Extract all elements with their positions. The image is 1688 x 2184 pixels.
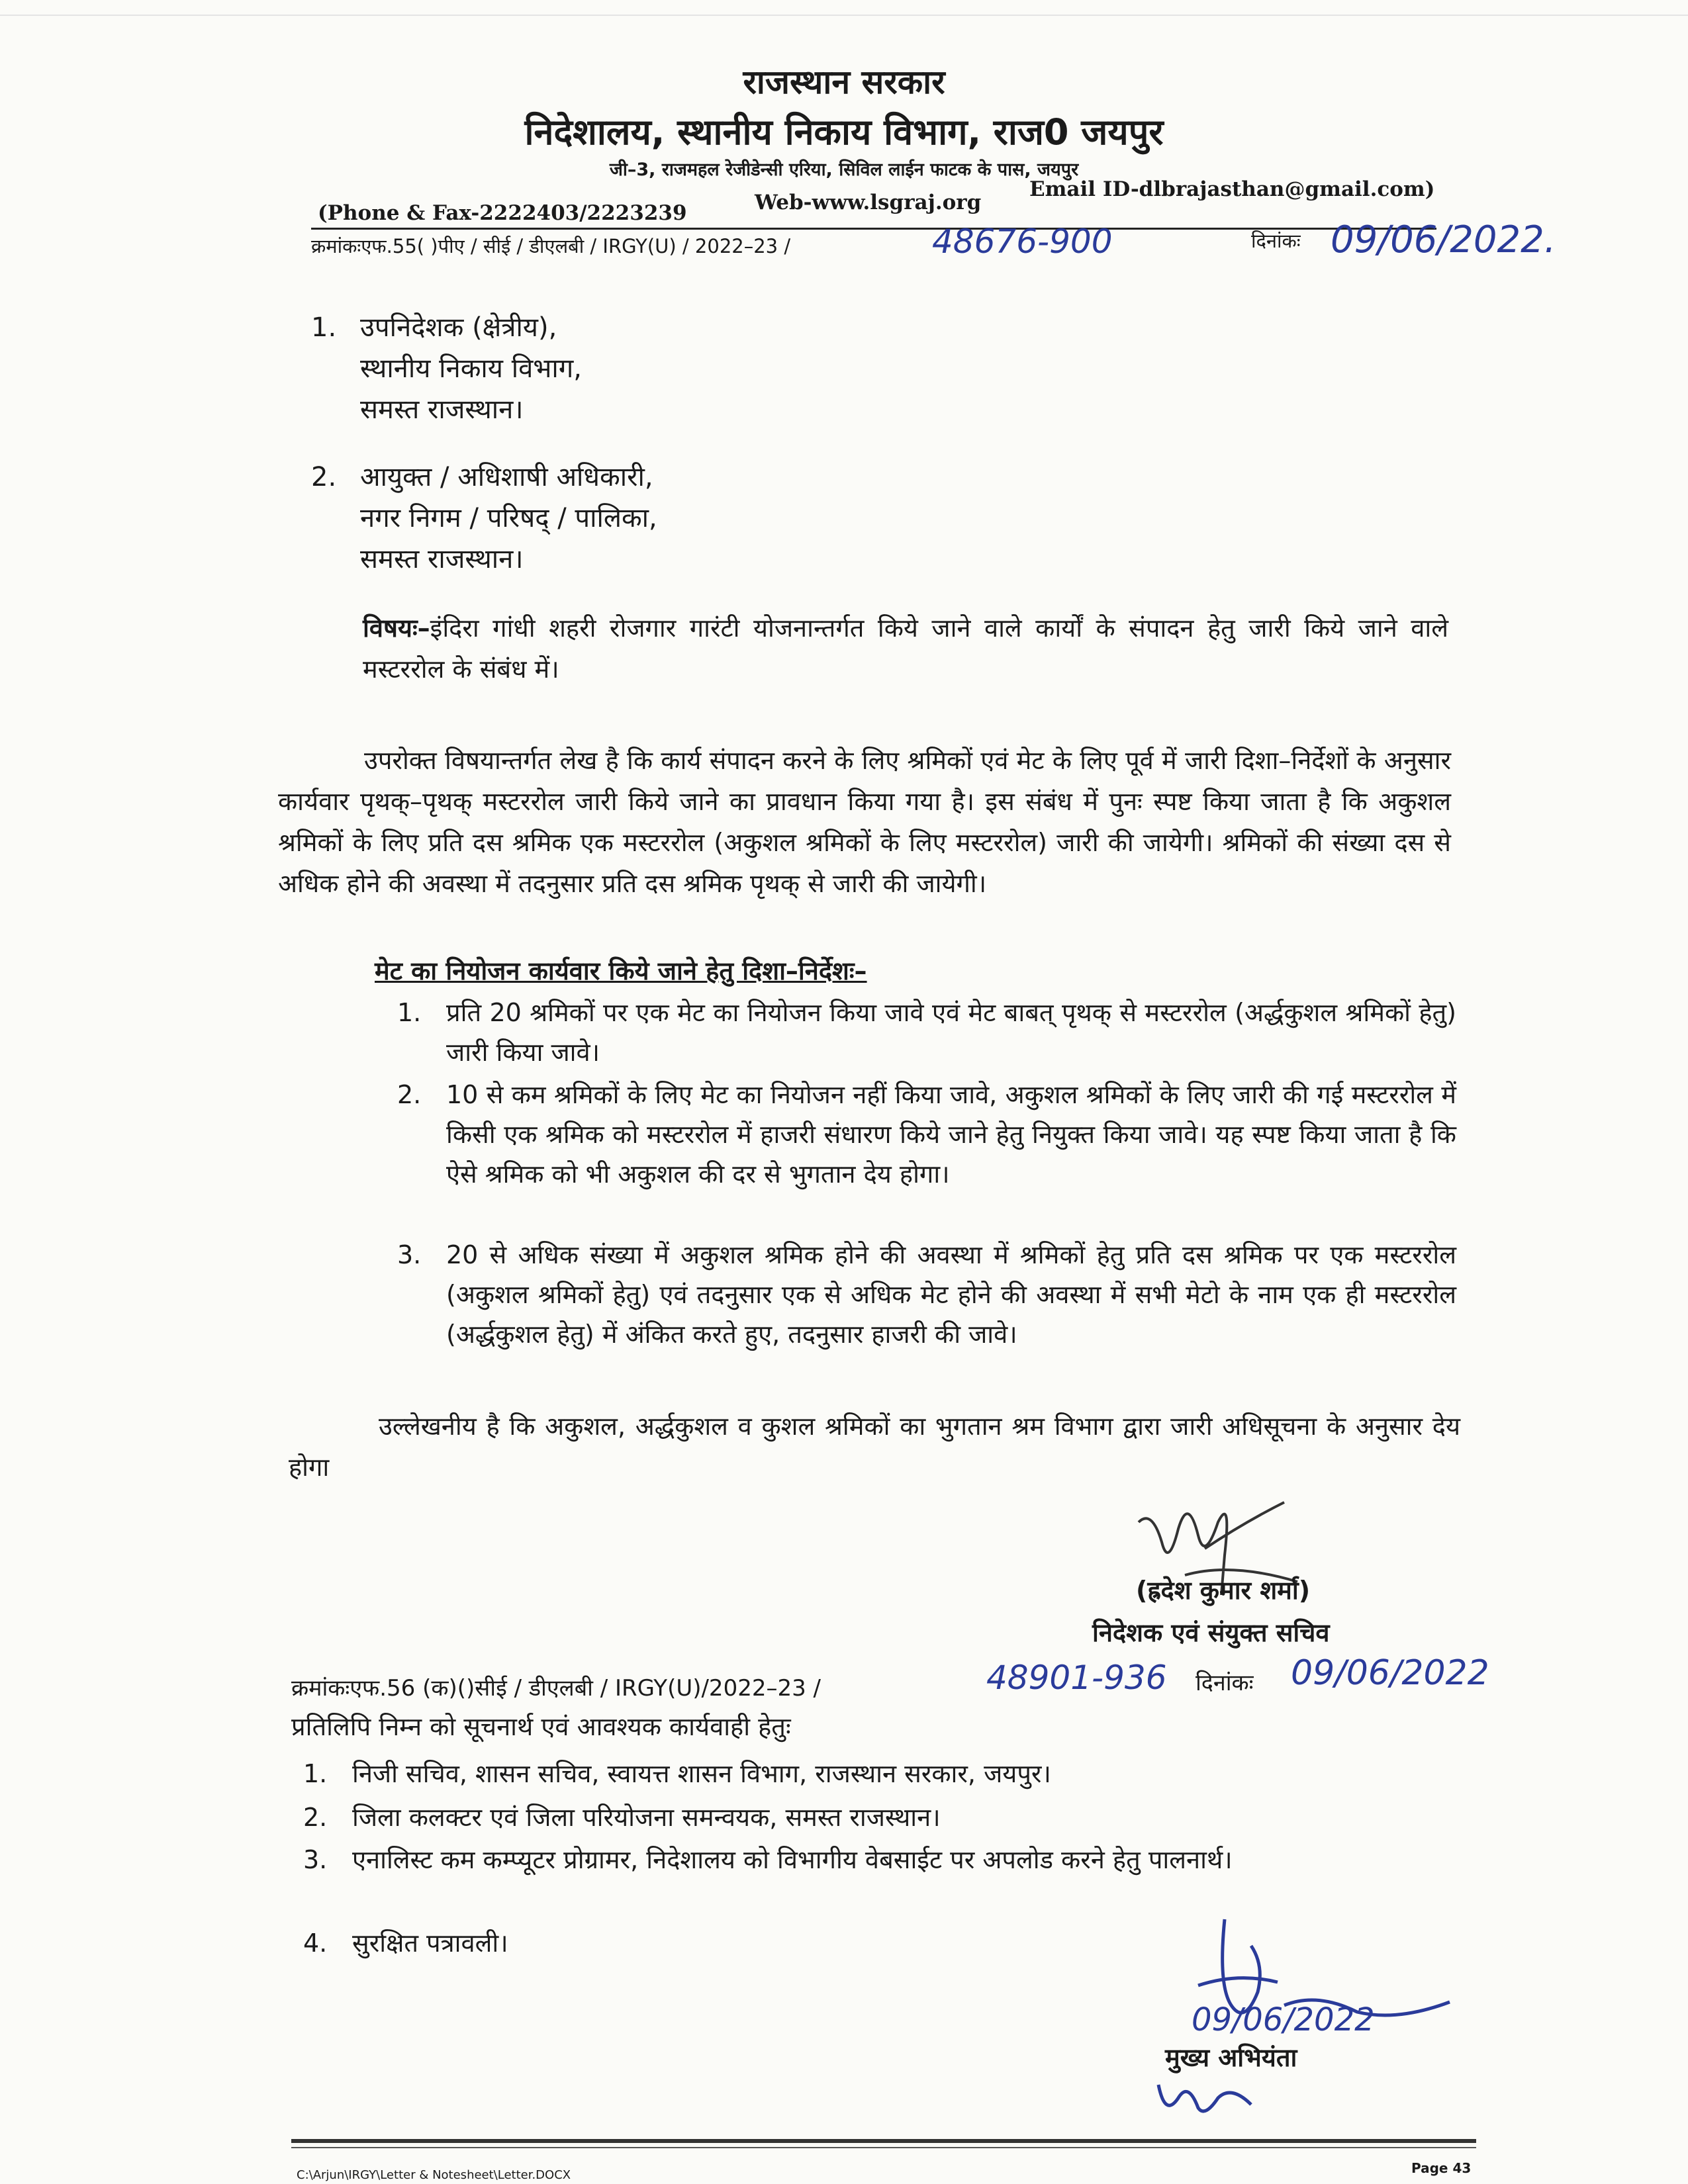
ref1-date: 09/06/2022. [1331,218,1556,261]
ref1-date-label: दिनांकः [1251,230,1301,252]
ref1-number: 48676-900 [932,222,1113,261]
paragraph-2: उल्लेखनीय है कि अकुशल, अर्द्धकुशल व कुशल श्रमिकों का भुगतान श्रम विभाग द्वारा जारी अधिसूचना के अनुसार देय होगा [289,1412,1460,1482]
signatory-name: (ह्रदेश कुमार शर्मा) [1136,1576,1311,1605]
guidelines-heading: मेट का नियोजन कार्यवार किये जाने हेतु दिशा–निर्देशः– [375,956,867,985]
phone-fax: (Phone & Fax-2222403/2223239 [318,201,687,225]
cc-item-1: 1. निजी सचिव, शासन सचिव, स्वायत्त शासन विभाग, राजस्थान सरकार, जयपुर। [303,1759,1051,1788]
email: Email ID-dlbrajasthan@gmail.com) [1029,177,1435,201]
cc-item-3: 3. एनालिस्ट कम कम्प्यूटर प्रोग्रामर, निदेशालय को विभागीय वेबसाईट पर अपलोड करने हेतु पालनार्थ। [303,1845,1233,1874]
ref2-number: 48901-936 [986,1659,1167,1697]
guideline-1: 1. प्रति 20 श्रमिकों पर एक मेट का नियोजन किया जावे एवं मेट बाबत् पृथक् से मस्टररोल (अर्द्धकुशल श्रमिकों हेतु) जारी किया जावे। [397,998,1456,1067]
subject-label: विषयः– [363,614,430,643]
cc-item-4: 4. सुरक्षित पत्रावली। [303,1929,508,1958]
chief-engineer-designation: मुख्य अभियंता [1165,2043,1297,2072]
page-number: Page 43 [1411,2160,1472,2176]
subject [363,608,1448,690]
cc-intro: प्रतिलिपि निम्न को सूचनार्थ एवं आवश्यक कार्यवाही हेतुः [291,1712,791,1741]
ref2-prefix: क्रमांकःएफ.56 (क)()सीई / डीएलबी / IRGY(U)/2022–23 / [291,1675,821,1702]
guideline-3: 3. 20 से अधिक संख्या में अकुशल श्रमिक होने की अवस्था में श्रमिकों हेतु प्रति दस श्रमिक पर एक मस्टररोल (अकुशल श्रमिकों हेतु) एवं तदनुसार एक से अधिक मेट होने की अवस्था में सभी मेटो के नाम एक ही मस्टररोल (अर्द्धकुशल हेतु) में अंकित करते हुए, तदनुसार हाजरी की जावे। [397,1240,1456,1349]
cc-item-2: 2. जिला कलक्टर एवं जिला परियोजना समन्वयक, समस्त राजस्थान। [303,1803,941,1832]
file-path: C:\Arjun\IRGY\Letter & Notesheet\Letter.DOCX [297,2168,571,2182]
chief-engineer-date: 09/06/2022 [1192,2001,1375,2038]
initials-mark [1152,2071,1264,2124]
ref2-date: 09/06/2022 [1291,1653,1489,1693]
govt-name: राजस्थान सरकार [743,63,945,101]
paragraph-1: उपरोक्त विषयान्तर्गत लेख है कि कार्य संपादन करने के लिए श्रमिकों एवं मेट के लिए पूर्व में जारी दिशा–निर्देशों के अनुसार कार्यवार पृथक्–पृथक् मस्टररोल जारी किये जाने का प्रावधान किया गया है। इस संबंध में पुनः स्पष्ट किया जाता है कि अकुशल श्रमिकों के लिए प्रति दस श्रमिक एक मस्टररोल (अकुशल श्रमिकों के लिए मस्टररोल) जारी की जायेगी। श्रमिकों की संख्या दस से अधिक होने की अवस्था में तदनुसार प्रति दस श्रमिक पृथक् से जारी की जायेगी। [278,746,1451,898]
office-address: जी–3, राजमहल रेजीडेन्सी एरिया, सिविल लाईन फाटक के पास, जयपुर [609,159,1079,180]
office-name: निदेशालय, स्थानीय निकाय विभाग, राज0 जयपुर [524,111,1164,153]
footer-rule [291,2139,1476,2143]
footer-rule-thin [291,2147,1476,2148]
subject-text: इंदिरा गांधी शहरी रोजगार गारंटी योजनान्तर्गत किये जाने वाले कार्यों के संपादन हेतु जारी किये जाने वाले मस्टररोल के संबंध में। [363,614,1448,684]
scan-edge [0,15,1688,16]
ref1-prefix: क्रमांकःएफ.55( )पीए / सीई / डीएलबी / IRGY(U) / 2022–23 / [311,235,791,257]
ref2-date-label: दिनांकः [1196,1670,1254,1696]
signatory-designation: निदेशक एवं संयुक्त सचिव [1092,1618,1330,1647]
website: Web-www.lsgraj.org [755,191,982,214]
document-page: राजस्थान सरकार निदेशालय, स्थानीय निकाय विभाग, राज0 जयपुर जी–3, राजमहल रेजीडेन्सी एरिया, सिविल लाईन फाटक के पास, जयपुर (Phone & Fax-2222403/2223239 Web-www.lsgraj.org Email ID-dlbrajasthan@gmail.com) क्रमांकःएफ.55( )पीए / सीई / डीएलबी / IRGY(U) / 2022–23 / 48676-900 दिनांकः 09/06/2022. 1. उपनिदेशक (क्षेत्रीय), स्थानीय निकाय विभाग, समस्त राजस्थान। 2. आयुक्त / अधिशाषी अधिकारी, नगर निगम / परिषद् / पालिका, समस्त राजस्थान। विषयः–इंदिरा गांधी शहरी रोजगार गारंटी योजनान्तर्गत किये जाने वाले कार्यों के संपादन हेतु जारी किये जाने वाले मस्टररोल के संबंध में। उपरोक्त विषयान्तर्गत लेख है कि कार्य संपादन करने के लिए श्रमिकों एवं मेट के लिए पूर्व में जारी दिशा–निर्देशों के अनुसार कार्यवार पृथक्–पृथक् मस्टररोल जारी किये जाने का प्रावधान किया गया है। इस संबंध में पुनः स्पष्ट किया जाता है कि अकुशल श्रमिकों के लिए प्रति दस श्रमिक एक मस्टररोल (अकुशल श्रमिकों के लिए मस्टररोल) जारी की जायेगी। श्रमिकों की संख्या दस से अधिक होने की अवस्था में तदनुसार प्रति दस श्रमिक पृथक् से जारी की जायेगी। मेट का नियोजन कार्यवार किये जाने हेतु दिशा–निर्देशः– 1. प्रति 20 श्रमिकों पर एक मेट का नियोजन किया जावे एवं मेट बाबत् पृथक् से मस्टररोल (अर्द्धकुशल श्रमिकों हेतु) जारी किया जावे। 2. 10 से कम श्रमिकों के लिए मेट का नियोजन नहीं किया जावे, अकुशल श्रमिकों के लिए जारी की गई मस्टररोल में किसी एक श्रमिक को मस्टररोल में हाजरी संधारण किये जाने हेतु नियुक्त किया जावे। यह स्पष्ट किया जाता है कि ऐसे श्रमिक को भी अकुशल की दर से भुगतान देय होगा। 3. 20 से अधिक संख्या में अकुशल श्रमिक होने की अवस्था में श्रमिकों हेतु प्रति दस श्रमिक पर एक मस्टररोल (अकुशल श्रमिकों हेतु) एवं तदनुसार एक से अधिक मेट होने की अवस्था में सभी मेटो के नाम एक ही मस्टररोल (अर्द्धकुशल हेतु) में अंकित करते हुए, तदनुसार हाजरी की जावे। उल्लेखनीय है कि अकुशल, अर्द्धकुशल व कुशल श्रमिकों का भुगतान श्रम विभाग द्वारा जारी अधिसूचना के अनुसार देय होगा (ह्रदेश कुमार शर्मा) निदेशक एवं संयुक्त सचिव क्रमांकःएफ.56 (क)()सीई / डीएलबी / IRGY(U)/2022–23 / 48901-936 दिनांकः 09/06/2022 प्रतिलिपि निम्न को सूचनार्थ एवं आवश्यक कार्यवाही हेतुः 1. निजी सचिव, शासन सचिव, स्वायत्त शासन विभाग, राजस्थान सरकार, जयपुर। 2. जिला कलक्टर एवं जिला परियोजना समन्वयक, समस्त राजस्थान। 3. एनालिस्ट कम कम्प्यूटर प्रोग्रामर, निदेशालय को विभागीय वेबसाईट पर अपलोड करने हेतु पालनार्थ। 4. सुरक्षित पत्रावली। 09/06/2022 मुख्य अभियंता C:\Arjun\IRGY\Letter & Notesheet\Letter.DOCX Page 43 [0,0,1688,2184]
guideline-2: 2. 10 से कम श्रमिकों के लिए मेट का नियोजन नहीं किया जावे, अकुशल श्रमिकों के लिए जारी की गई मस्टररोल में किसी एक श्रमिक को मस्टररोल में हाजरी संधारण किये जाने हेतु नियुक्त किया जावे। यह स्पष्ट किया जाता है कि ऐसे श्रमिक को भी अकुशल की दर से भुगतान देय होगा। [397,1080,1456,1189]
